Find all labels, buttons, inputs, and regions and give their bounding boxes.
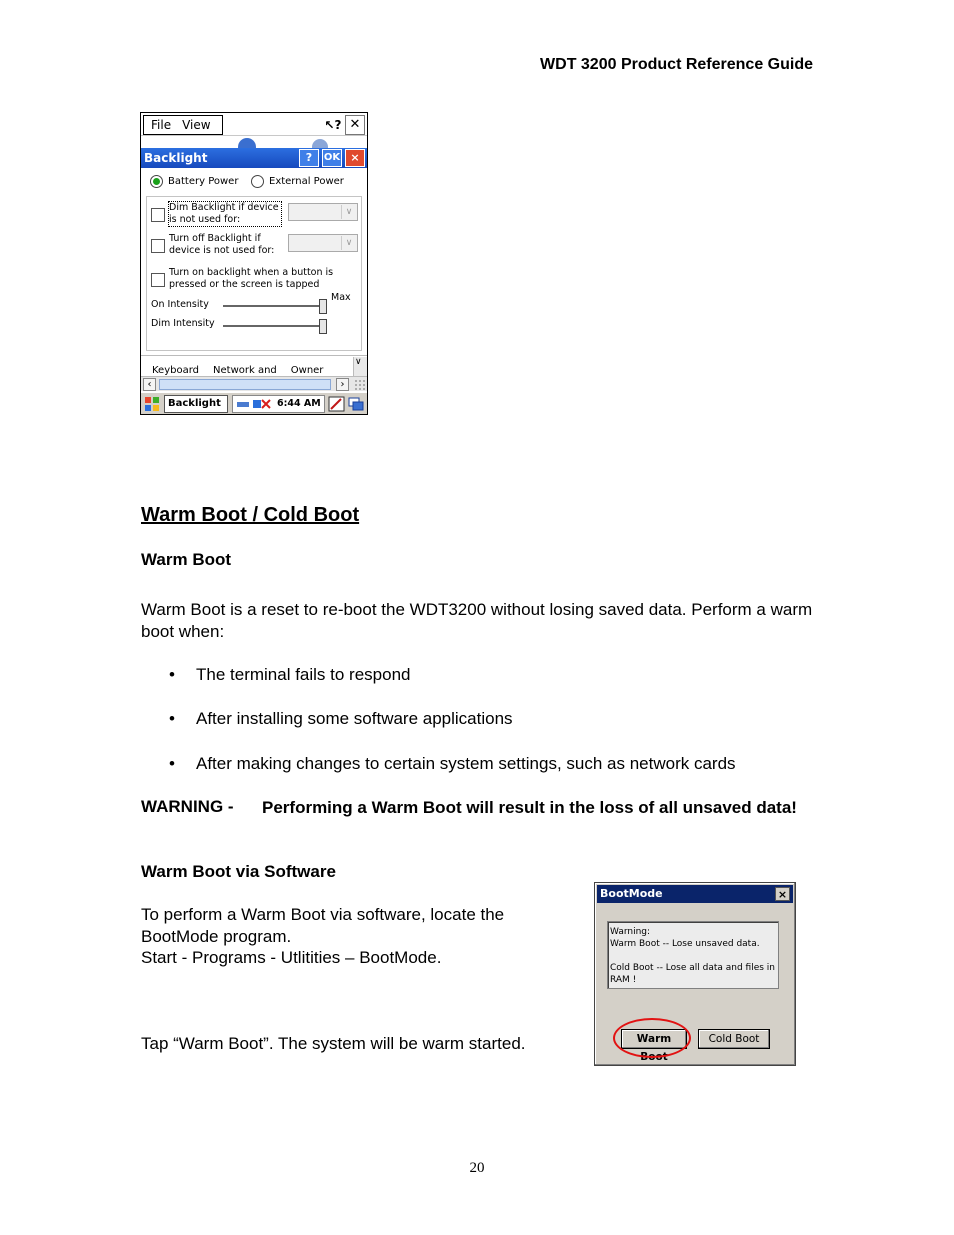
clock[interactable]: 6:44 AM [277,398,321,409]
max-label: Max [331,292,351,303]
control-panel-items [152,365,323,376]
warning-label: WARNING - [141,797,234,816]
on-intensity-slider[interactable] [223,305,325,307]
bootmode-warning-box [607,921,779,989]
scroll-right-icon[interactable]: › [336,378,349,391]
list-item-text: After installing some software applications [196,709,513,728]
desktop-icon[interactable] [348,396,365,412]
software-paragraph: To perform a Warm Boot via software, locate the BootMode program. [141,905,505,946]
checkbox[interactable] [151,273,165,287]
spacer [610,950,776,962]
option-label: Dim Backlight if device is not used for: [169,202,281,226]
list-item [169,665,411,685]
dialog-title-bar [141,148,367,168]
dialog-close-button[interactable]: × [345,149,365,167]
option-turn-off-backlight[interactable] [151,233,281,257]
on-intensity-label: On Intensity [151,299,209,310]
control-panel-strip [141,357,367,376]
windows-start-icon[interactable] [144,396,160,412]
subheading-warm-boot-software: Warm Boot via Software [141,862,336,881]
option-dim-backlight[interactable] [151,202,281,226]
bootmode-close-button[interactable]: × [775,887,790,901]
radio-selected-icon [150,175,163,188]
highlight-circle [613,1018,691,1058]
backlight-panel [141,168,367,356]
warm-boot-button[interactable]: Warm Boot [621,1029,687,1049]
bootmode-dialog [594,882,796,1066]
menu-box [143,115,223,135]
radio-battery-power[interactable] [150,175,238,188]
radio-external-power[interactable] [251,175,344,188]
bootmode-warning-line: Cold Boot -- Lose all data and files in RAM ! [610,963,776,985]
software-path: Start - Programs - Utlitities – BootMode. [141,948,442,967]
bullet-icon: • [169,665,175,684]
page-number: 20 [469,1160,485,1176]
options-group [146,196,362,351]
bootmode-warning-line: Warning: [610,927,651,937]
resize-grip-icon [354,379,366,391]
subheading-warm-boot: Warm Boot [141,550,232,569]
input-panel-icon[interactable] [328,396,345,412]
close-icon[interactable]: ✕ [345,115,365,135]
checkbox[interactable] [151,239,165,253]
option-label: Turn on backlight when a button is pressed or the screen is tapped [169,267,334,290]
checkbox[interactable] [151,208,165,222]
taskbar [141,392,367,414]
warning-text: Performing a Warm Boot will result in the loss of all unsaved data! [262,798,797,817]
cp-item-keyboard[interactable]: Keyboard [152,365,200,376]
cp-item-network[interactable]: Network and [213,365,277,376]
cold-boot-button[interactable]: Cold Boot [698,1029,770,1049]
page-header-title: WDT 3200 Product Reference Guide [540,56,813,73]
scroll-thumb[interactable] [159,379,331,390]
radio-label: Battery Power [168,176,239,187]
off-timeout-dropdown[interactable] [288,234,358,252]
option-turn-on-backlight[interactable] [151,267,339,291]
dim-intensity-slider[interactable] [223,325,325,327]
taskbar-task-button[interactable]: Backlight [164,395,228,413]
dim-intensity-label: Dim Intensity [151,318,215,329]
backlight-screenshot [140,112,368,415]
radio-unselected-icon [251,175,264,188]
dialog-title: Backlight [144,151,208,165]
bootmode-warning-line: Warm Boot -- Lose unsaved data. [610,939,760,949]
bootmode-title: BootMode [600,887,663,900]
option-label: Turn off Backlight if device is not used for: [169,233,275,256]
bullet-icon: • [169,709,175,728]
menu-view[interactable]: View [182,118,211,132]
bootmode-title-bar [597,885,793,903]
bullet-icon: • [169,754,175,773]
help-button[interactable]: ? [299,149,319,167]
network-status-icon[interactable] [236,398,272,410]
ok-button[interactable]: OK [322,149,342,167]
list-item-text: The terminal fails to respond [196,665,411,684]
radio-label: External Power [269,176,344,187]
dim-timeout-dropdown[interactable] [288,203,358,221]
section-title: Warm Boot / Cold Boot [141,504,360,526]
intro-paragraph: Warm Boot is a reset to re-boot the WDT3200 without losing saved data. Perform a warm boot when: [141,600,813,641]
tap-instruction: Tap “Warm Boot”. The system will be warm started. [141,1034,526,1053]
list-item-text: After making changes to certain system settings, such as network cards [196,754,736,773]
horizontal-scrollbar[interactable] [141,376,367,391]
vertical-scroll-down-button[interactable] [353,357,367,376]
menu-bar [141,113,367,136]
menu-file[interactable]: File [151,118,172,132]
background-control-panel-icons [223,136,363,148]
scroll-left-icon[interactable]: ‹ [143,378,156,391]
list-item [169,754,736,774]
system-tray [232,395,325,413]
whats-this-help-icon[interactable]: ↖? [324,118,342,132]
cp-item-owner[interactable]: Owner [290,365,324,376]
list-item [169,709,513,729]
